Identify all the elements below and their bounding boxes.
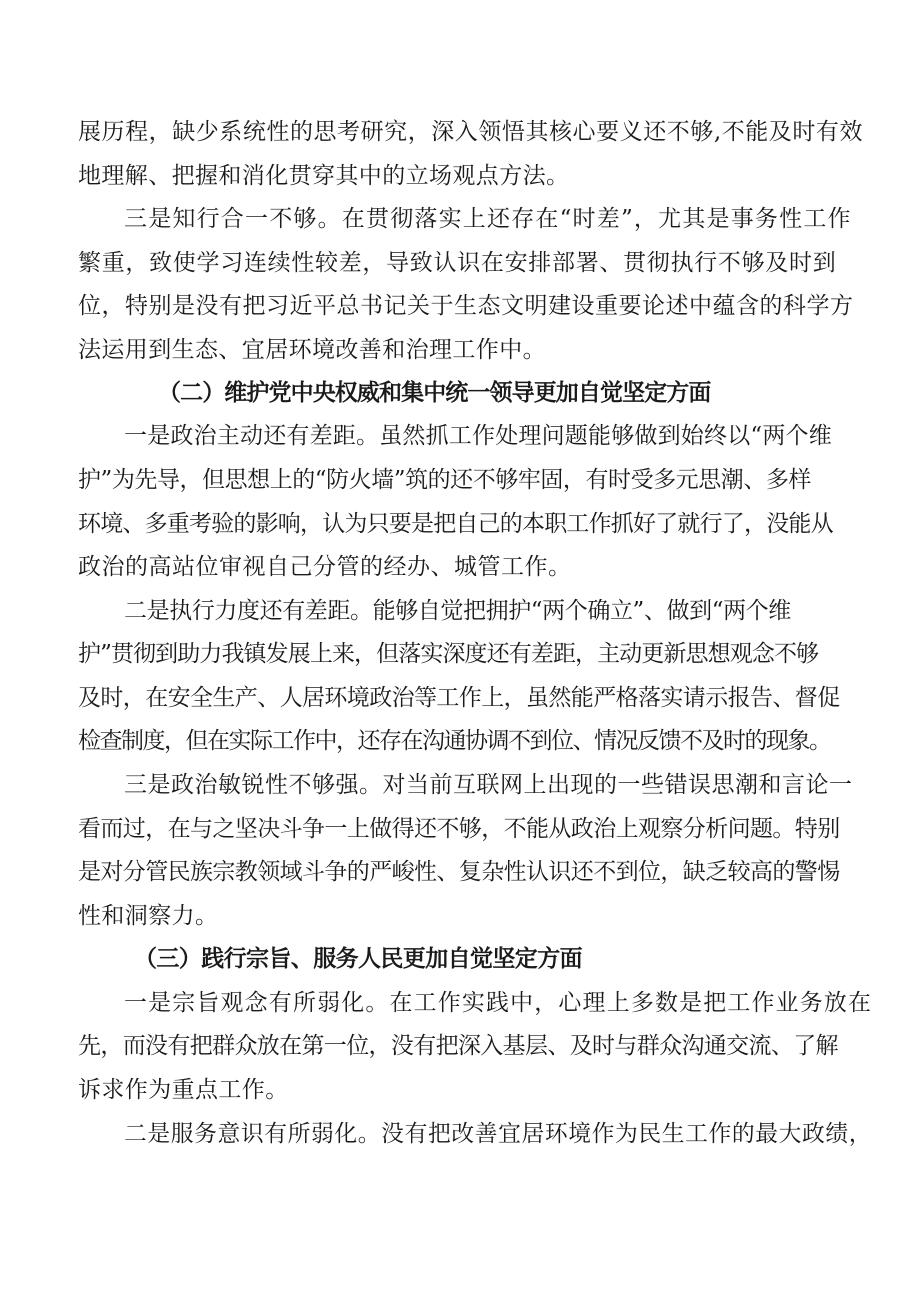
- body-line: 检查制度，但在实际工作中，还存在沟通协调不到位、情况反馈不及时的现象。: [78, 728, 831, 754]
- body-line: 护”为先导，但思想上的“防火墙”筑的还不够牢固，有时受多元思潮、多样: [78, 467, 811, 493]
- body-line: 先，而没有把群众放在第一位，没有把深入基层、及时与群众沟通交流、了解: [78, 1033, 838, 1059]
- body-line: 地理解、把握和消化贯穿其中的立场观点方法。: [78, 163, 570, 189]
- body-line: 三是政治敏锐性不够强。对当前互联网上出现的一些错误思潮和言论一: [124, 772, 853, 798]
- section-heading: （二）维护党中央权威和集中统一领导更加自觉坚定方面: [158, 380, 711, 406]
- body-line: 二是服务意识有所弱化。没有把改善宜居环境作为民生工作的最大政绩，: [124, 1121, 873, 1147]
- body-line: 环境、多重考验的影响，认为只要是把自己的本职工作抓好了就行了，没能从: [78, 511, 833, 537]
- body-line: 是对分管民族宗教领域斗争的严峻性、复杂性认识还不到位，缺乏较高的警惕: [78, 859, 840, 885]
- body-line: 政治的高站位审视自己分管的经办、城管工作。: [78, 554, 572, 580]
- body-line: 二是执行力度还有差距。能够自觉把拥护“两个确立”、做到“两个维: [124, 598, 791, 624]
- body-line: 护”贯彻到助力我镇发展上来，但落实深度还有差距，主动更新思想观念不够: [78, 641, 819, 667]
- body-line: 看而过，在与之坚决斗争一上做得还不够，不能从政治上观察分析问题。特别: [78, 816, 840, 842]
- body-line: 诉求作为重点工作。: [78, 1077, 289, 1103]
- body-line: 性和洞察力。: [78, 903, 219, 929]
- body-line: 繁重，致使学习连续性较差，导致认识在安排部署、贯彻执行不够及时到: [78, 250, 837, 276]
- body-line: 三是知行合一不够。在贯彻落实上还存在“时差”，尤其是事务性工作: [124, 206, 852, 232]
- body-line: 及时，在安全生产、人居环境政治等工作上，虽然能严格落实请示报告、督促: [78, 685, 840, 711]
- body-line: 位，特别是没有把习近平总书记关于生态文明建设重要论述中蕴含的科学方: [78, 293, 854, 319]
- section-heading: （三）践行宗旨、服务人民更加自觉坚定方面: [134, 946, 583, 972]
- body-line: 法运用到生态、宜居环境改善和治理工作中。: [78, 337, 546, 363]
- body-line: 一是政治主动还有差距。虽然抓工作处理问题能够做到始终以“两个维: [124, 423, 832, 449]
- body-line: 一是宗旨观念有所弱化。在工作实践中，心理上多数是把工作业务放在: [124, 990, 873, 1016]
- body-line: 展历程，缺少系统性的思考研究，深入领悟其核心要义还不够,不能及时有效: [78, 119, 864, 145]
